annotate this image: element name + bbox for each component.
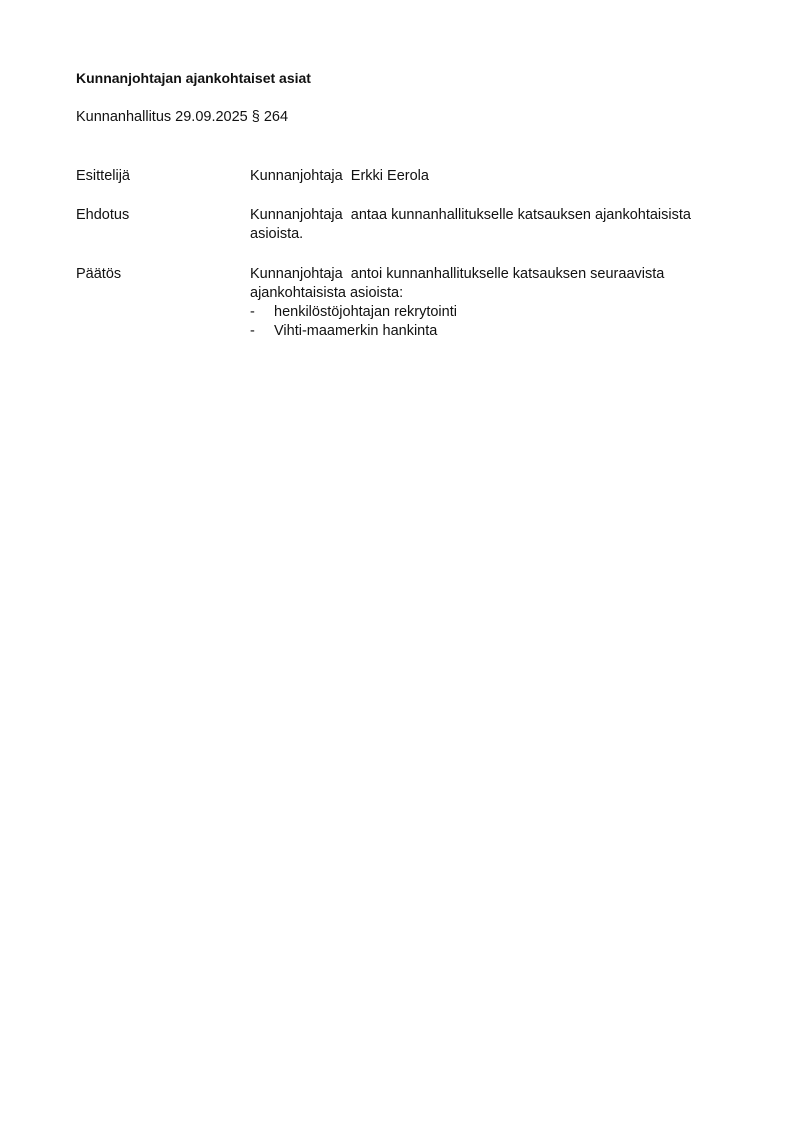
list-item [250, 322, 710, 341]
list-bullet: - [250, 323, 255, 339]
list-item-text: henkilöstöjohtajan rekrytointi [274, 304, 457, 320]
list-item [250, 303, 710, 322]
decision-text: Kunnanjohtaja antoi kunnanhallitukselle katsauksen seuraavista ajankohtaisista asioista: [250, 266, 669, 301]
list-bullet: - [250, 304, 255, 320]
proposal-label: Ehdotus [76, 207, 130, 223]
presenter-label: Esittelijä [76, 168, 130, 184]
decision-list [250, 303, 710, 341]
proposal-text: Kunnanjohtaja antaa kunnanhallitukselle katsauksen ajankohtaisista asioista. [250, 207, 695, 242]
list-item-text: Vihti-maamerkin hankinta [274, 323, 438, 339]
decision-content [250, 265, 710, 341]
document-title: Kunnanjohtajan ajankohtaiset asiat [76, 70, 311, 86]
decision-label: Päätös [76, 266, 122, 282]
presenter-value: Kunnanjohtaja Erkki Eerola [250, 168, 429, 184]
meeting-reference: Kunnanhallitus 29.09.2025 § 264 [76, 109, 289, 125]
